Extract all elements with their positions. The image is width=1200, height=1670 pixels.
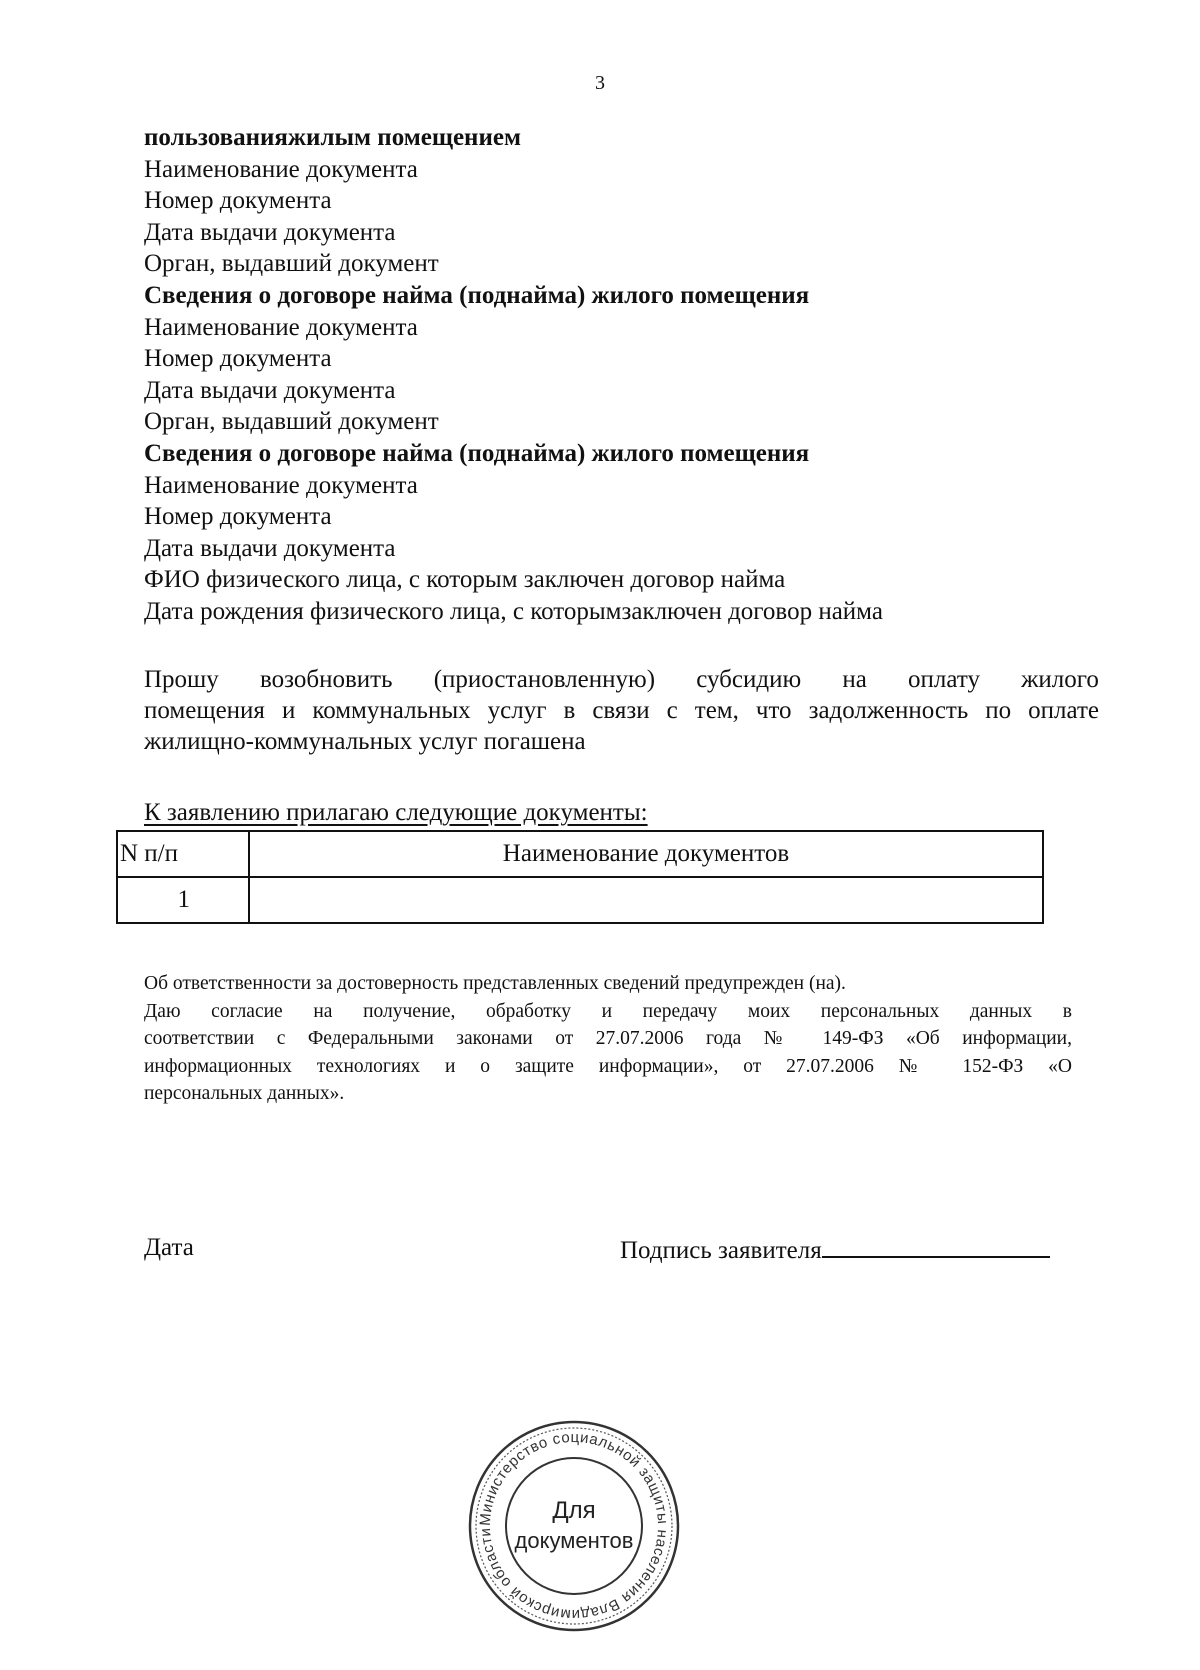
request-word: возобновить (260, 666, 393, 693)
signature-label: Подпись заявителя (620, 1237, 822, 1264)
field-label: Орган, выдавший документ (144, 250, 439, 278)
request-word: (приостановленную) (433, 666, 656, 693)
field-label: Номер документа (144, 187, 332, 215)
stamp-center-line-2: документов (514, 1528, 634, 1553)
consent-notice (144, 970, 1072, 1108)
table-header-row (117, 831, 1043, 877)
signature-block (620, 1234, 1050, 1265)
field-label: Дата выдачи документа (144, 534, 396, 562)
field-label: Наименование документа (144, 471, 418, 499)
section-heading: пользованияжилым помещением (144, 124, 521, 151)
field-label: Дата выдачи документа (144, 218, 396, 246)
stamp-center-line-1: Для (552, 1497, 596, 1524)
field-label: ФИО физического лица, с которым заключен договор найма (144, 566, 786, 594)
date-label: Дата (144, 1234, 194, 1261)
stamp-ring-text: Министерство социальной защиты населения Владимирской области (476, 1428, 672, 1624)
section-heading: Сведения о договоре найма (поднайма) жилого помещения (144, 281, 810, 309)
request-word: жилого (1021, 666, 1099, 693)
field-label: Номер документа (144, 345, 332, 373)
request-word: Прошу (144, 666, 219, 693)
notice-line-2: Даю согласие на получение, обработку и передачу моих персональных данных в (144, 1000, 1072, 1022)
request-word: на (842, 666, 867, 693)
request-word: субсидию (696, 666, 802, 693)
request-paragraph (144, 664, 1099, 757)
page-number: 3 (595, 72, 605, 94)
request-line-3: жилищно-коммунальных услуг погашена (144, 728, 586, 755)
row-document-name-cell[interactable] (249, 877, 1043, 923)
field-label: Номер документа (144, 503, 332, 531)
section-heading: Сведения о договоре найма (поднайма) жилого помещения (144, 439, 810, 467)
request-line-1 (144, 664, 1099, 695)
field-label: Наименование документа (144, 155, 418, 183)
document-fields (144, 122, 1104, 628)
attachments-caption: К заявлению прилагаю следующие документы: (144, 799, 648, 826)
request-line-2: помещения и коммунальных услуг в связи с тем, что задолженность по оплате (144, 697, 1099, 724)
field-label: Наименование документа (144, 313, 418, 341)
notice-line-1: Об ответственности за достоверность представленных сведений предупрежден (на). (144, 973, 846, 994)
request-word: оплату (908, 666, 980, 693)
field-label: Дата рождения физического лица, с которымзаключен договор найма (144, 597, 883, 625)
notice-line-3: соответствии с Федеральными законами от 27.07.2006 года № 149-ФЗ «Об информации, (144, 1028, 1072, 1049)
field-label: Дата выдачи документа (144, 376, 396, 404)
column-header-document-name: Наименование документов (249, 831, 1043, 877)
stamp-seal (464, 1416, 684, 1636)
column-header-number: N п/п (117, 831, 249, 877)
row-number-cell: 1 (117, 877, 249, 923)
notice-line-4: информационных технологиях и о защите информации», от 27.07.2006 № 152-ФЗ «О (144, 1055, 1072, 1077)
attachments-table (116, 830, 1044, 924)
field-label: Орган, выдавший документ (144, 408, 439, 436)
notice-line-5: персональных данных». (144, 1083, 345, 1104)
signature-line[interactable] (822, 1234, 1050, 1258)
table-row (117, 877, 1043, 923)
